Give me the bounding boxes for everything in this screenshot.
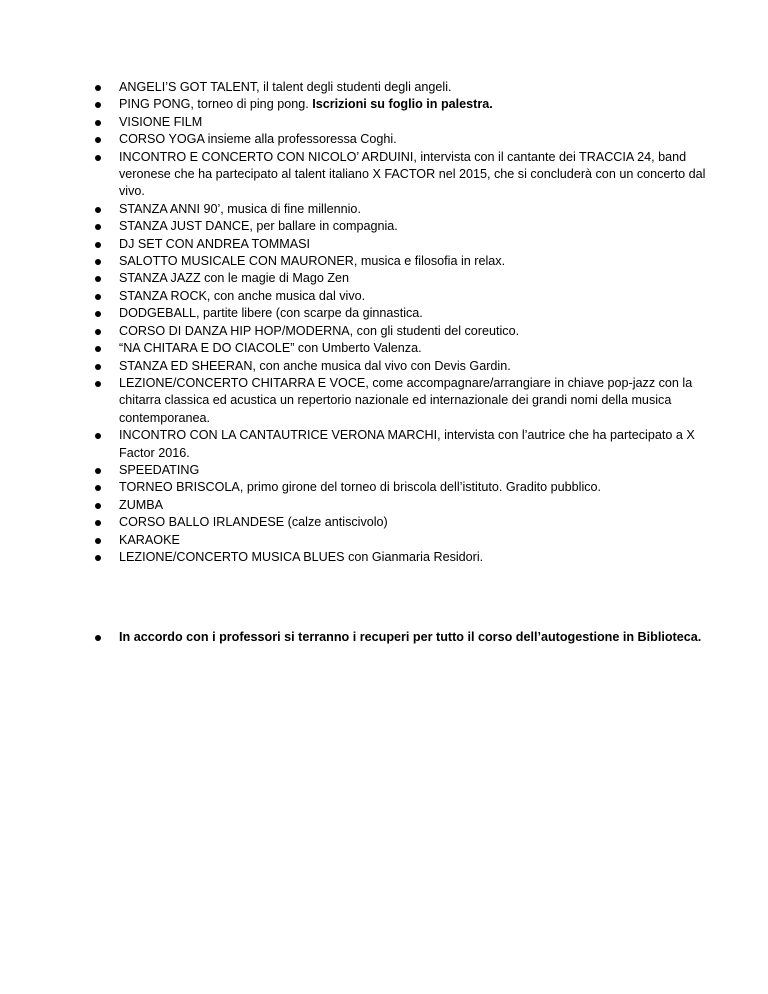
bullet-icon [95, 520, 101, 526]
activity-text: INCONTRO E CONCERTO CON NICOLO’ ARDUINI, intervista con il cantante dei TRACCIA 24, band veronese che ha partecipato al talent italiano X FACTOR nel 2015, che si concluderà con un concerto dal vivo. [119, 149, 706, 199]
bullet-icon [95, 555, 101, 561]
activity-text: DODGEBALL, partite libere (con scarpe da ginnastica. [119, 306, 423, 321]
bullet-icon [95, 155, 101, 161]
activity-item [92, 427, 712, 462]
activity-text: CORSO BALLO IRLANDESE (calze antiscivolo) [119, 515, 388, 530]
activity-item [92, 340, 712, 357]
bullet-icon [95, 538, 101, 544]
bullet-icon [95, 224, 101, 230]
activity-item [92, 323, 712, 340]
activity-text: STANZA ED SHEERAN, con anche musica dal vivo con Devis Gardin. [119, 358, 511, 373]
activity-item [92, 201, 712, 218]
activity-item [92, 270, 712, 287]
activity-item [92, 514, 712, 531]
activity-text: LEZIONE/CONCERTO MUSICA BLUES con Gianmaria Residori. [119, 549, 484, 564]
activity-text: “NA CHITARA E DO CIACOLE” con Umberto Valenza. [119, 341, 422, 356]
activity-item [92, 236, 712, 253]
bullet-icon [95, 102, 101, 108]
bullet-icon [95, 120, 101, 126]
activity-item [92, 305, 712, 322]
note-item [92, 629, 732, 646]
activity-item [92, 375, 712, 427]
activity-text: ANGELI’S GOT TALENT, il talent degli studenti degli angeli. [119, 80, 452, 94]
bullet-icon [95, 242, 101, 248]
bullet-icon [95, 137, 101, 143]
activity-item [92, 549, 712, 566]
bullet-icon [95, 485, 101, 491]
bullet-icon [95, 276, 101, 282]
bullet-icon [95, 259, 101, 265]
activity-item [92, 218, 712, 235]
activity-item [92, 532, 712, 549]
bullet-icon [95, 635, 101, 641]
bullet-icon [95, 503, 101, 509]
activity-text: ZUMBA [119, 497, 164, 512]
activity-text: STANZA ROCK, con anche musica dal vivo. [119, 288, 366, 303]
bullet-icon [95, 329, 101, 335]
activity-text: CORSO DI DANZA HIP HOP/MODERNA, con gli studenti del coreutico. [119, 323, 520, 338]
bullet-icon [95, 346, 101, 352]
activity-highlight: Iscrizioni su foglio in palestra. [312, 97, 493, 112]
bullet-icon [95, 381, 101, 387]
activity-item [92, 253, 712, 270]
bullet-icon [95, 294, 101, 300]
activity-text: STANZA JAZZ con le magie di Mago Zen [119, 271, 350, 286]
activity-item [92, 479, 712, 496]
bullet-icon [95, 311, 101, 317]
activity-text: TORNEO BRISCOLA, primo girone del torneo di briscola dell’istituto. Gradito pubblico. [119, 480, 602, 495]
activity-item [92, 131, 712, 148]
activity-text: LEZIONE/CONCERTO CHITARRA E VOCE, come accompagnare/arrangiare in chiave pop-jazz con la chitarra classica ed acustica un repertorio nazionale ed internazionale dei grandi nomi della musica contemporanea. [119, 375, 693, 425]
activity-text: DJ SET CON ANDREA TOMMASI [119, 236, 311, 251]
bullet-icon [95, 468, 101, 474]
bullet-icon [95, 364, 101, 370]
activity-list [92, 79, 712, 566]
activity-item [92, 96, 712, 113]
activity-text: PING PONG, torneo di ping pong. [119, 97, 313, 112]
activity-item [92, 358, 712, 375]
activity-text: INCONTRO CON LA CANTAUTRICE VERONA MARCHI, intervista con l’autrice che ha partecipato a X Factor 2016. [119, 428, 695, 460]
note-text: In accordo con i professori si terranno i recuperi per tutto il corso dell’autogestione in Biblioteca. [119, 630, 702, 644]
bullet-icon [95, 85, 101, 91]
activity-item [92, 79, 712, 96]
activity-item [92, 497, 712, 514]
bullet-icon [95, 433, 101, 439]
activity-item [92, 288, 712, 305]
note-list [92, 629, 732, 646]
activity-item [92, 114, 712, 131]
activity-item [92, 149, 712, 201]
activity-text: STANZA ANNI 90’, musica di fine millennio. [119, 201, 361, 216]
activity-text: VISIONE FILM [119, 114, 203, 129]
activity-text: SPEEDATING [119, 462, 200, 477]
bullet-icon [95, 207, 101, 213]
activity-text: STANZA JUST DANCE, per ballare in compagnia. [119, 219, 398, 234]
activity-item [92, 462, 712, 479]
activity-text: SALOTTO MUSICALE CON MAURONER, musica e filosofia in relax. [119, 254, 506, 269]
activity-text: CORSO YOGA insieme alla professoressa Coghi. [119, 132, 397, 147]
activity-text: KARAOKE [119, 532, 180, 547]
